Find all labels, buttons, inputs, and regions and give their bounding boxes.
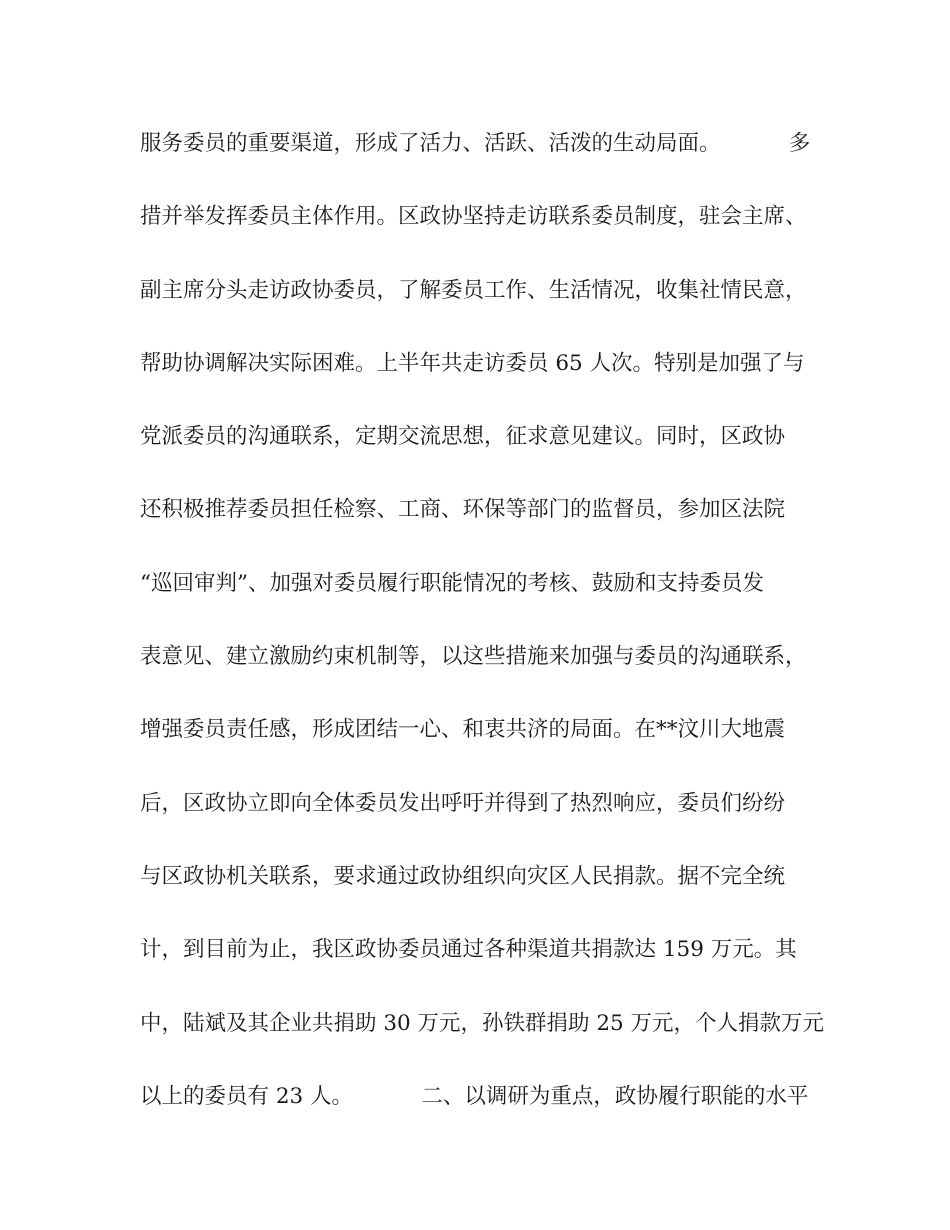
text-line: “巡回审判”、加强对委员履行职能情况的考核、鼓励和支持委员发 <box>140 570 764 596</box>
document-body <box>140 124 825 1150</box>
text-line: 副主席分头走访政协委员，了解委员工作、生活情况，收集社情民意， <box>140 277 807 303</box>
text-line: 还积极推荐委员担任检察、工商、环保等部门的监督员，参加区法院 <box>140 497 786 523</box>
text-line: 以上的委员有 23 人。 二、以调研为重点，政协履行职能的水平 <box>140 1083 809 1109</box>
text-line: 表意见、建立激励约束机制等，以这些措施来加强与委员的沟通联系， <box>140 644 807 670</box>
text-line: 服务委员的重要渠道，形成了活力、活跃、活泼的生动局面。 多 <box>140 131 811 156</box>
text-line: 计，到目前为止，我区政协委员通过各种渠道共捐款达 159 万元。其 <box>140 937 797 963</box>
text-line: 措并举发挥委员主体作用。区政协坚持走访联系委员制度，驻会主席、 <box>140 204 807 230</box>
text-line: 党派委员的沟通联系，定期交流思想，征求意见建议。同时，区政协 <box>140 424 786 450</box>
text-line: 增强委员责任感，形成团结一心、和衷共济的局面。在**汶川大地震 <box>140 717 786 743</box>
text-line: 与区政协机关联系，要求通过政协组织向灾区人民捐款。据不完全统 <box>140 863 786 889</box>
text-line: 后，区政协立即向全体委员发出呼吁并得到了热烈响应，委员们纷纷 <box>140 790 786 816</box>
text-line: 中，陆斌及其企业共捐助 30 万元，孙铁群捐助 25 万元，个人捐款万元 <box>140 1010 825 1036</box>
text-line: 帮助协调解决实际困难。上半年共走访委员 65 人次。特别是加强了与 <box>140 350 805 376</box>
